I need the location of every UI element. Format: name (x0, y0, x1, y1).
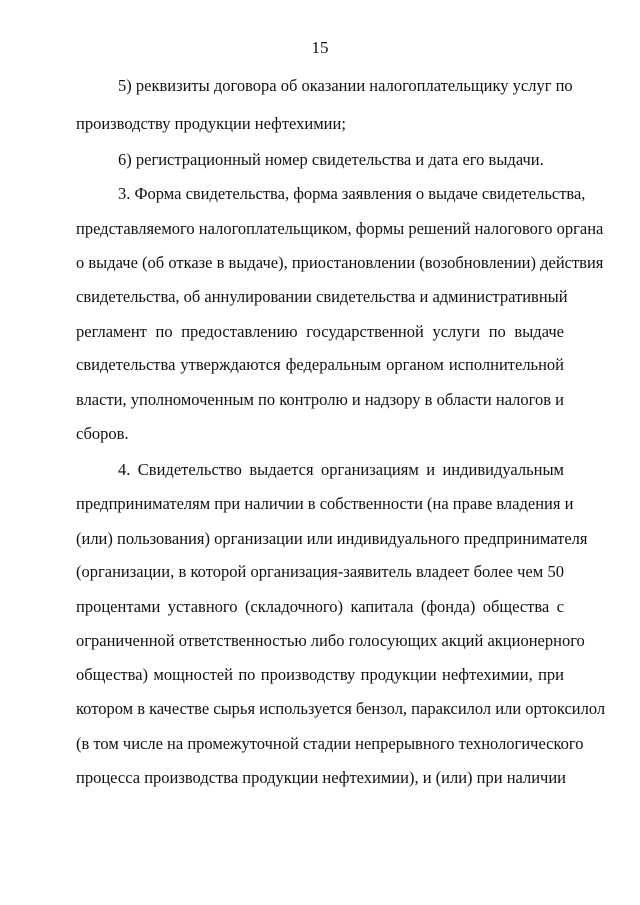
text-line: общества) мощностей по производству продукции нефтехимии, при (76, 665, 564, 684)
text-line: 5) реквизиты договора об оказании налогоплательщику услуг по (118, 76, 573, 95)
text-line: (или) пользования) организации или индивидуального предпринимателя (76, 529, 588, 548)
text-line: (организации, в которой организация-заявитель владеет более чем 50 (76, 562, 564, 581)
text-line: котором в качестве сырья используется бензол, параксилол или ортоксилол (76, 699, 606, 718)
text-line: ограниченной ответственностью либо голосующих акций акционерного (76, 631, 585, 650)
text-line: процесса производства продукции нефтехимии), и (или) при наличии (76, 768, 567, 787)
text-line: свидетельства утверждаются федеральным органом исполнительной (76, 355, 564, 374)
text-line: свидетельства, об аннулировании свидетельства и административный (76, 287, 568, 306)
text-line: сборов. (76, 424, 129, 443)
text-line: 6) регистрационный номер свидетельства и дата его выдачи. (118, 150, 544, 169)
text-line: власти, уполномоченным по контролю и надзору в области налогов и (76, 390, 565, 409)
text-line: 4. Свидетельство выдается организациям и индивидуальным (118, 460, 564, 479)
text-line: (в том числе на промежуточной стадии непрерывного технологического (76, 734, 584, 753)
text-line: производству продукции нефтехимии; (76, 114, 346, 133)
text-line: регламент по предоставлению государственной услуги по выдаче (76, 322, 564, 341)
page-number: 15 (311, 38, 329, 57)
text-line: о выдаче (об отказе в выдаче), приостановлении (возобновлении) действия (76, 253, 604, 272)
text-line: представляемого налогоплательщиком, формы решений налогового органа (76, 219, 604, 238)
text-line: предпринимателям при наличии в собственности (на праве владения и (76, 494, 574, 513)
text-line: процентами уставного (складочного) капитала (фонда) общества с (76, 597, 564, 616)
text-line: 3. Форма свидетельства, форма заявления о выдаче свидетельства, (118, 184, 586, 203)
